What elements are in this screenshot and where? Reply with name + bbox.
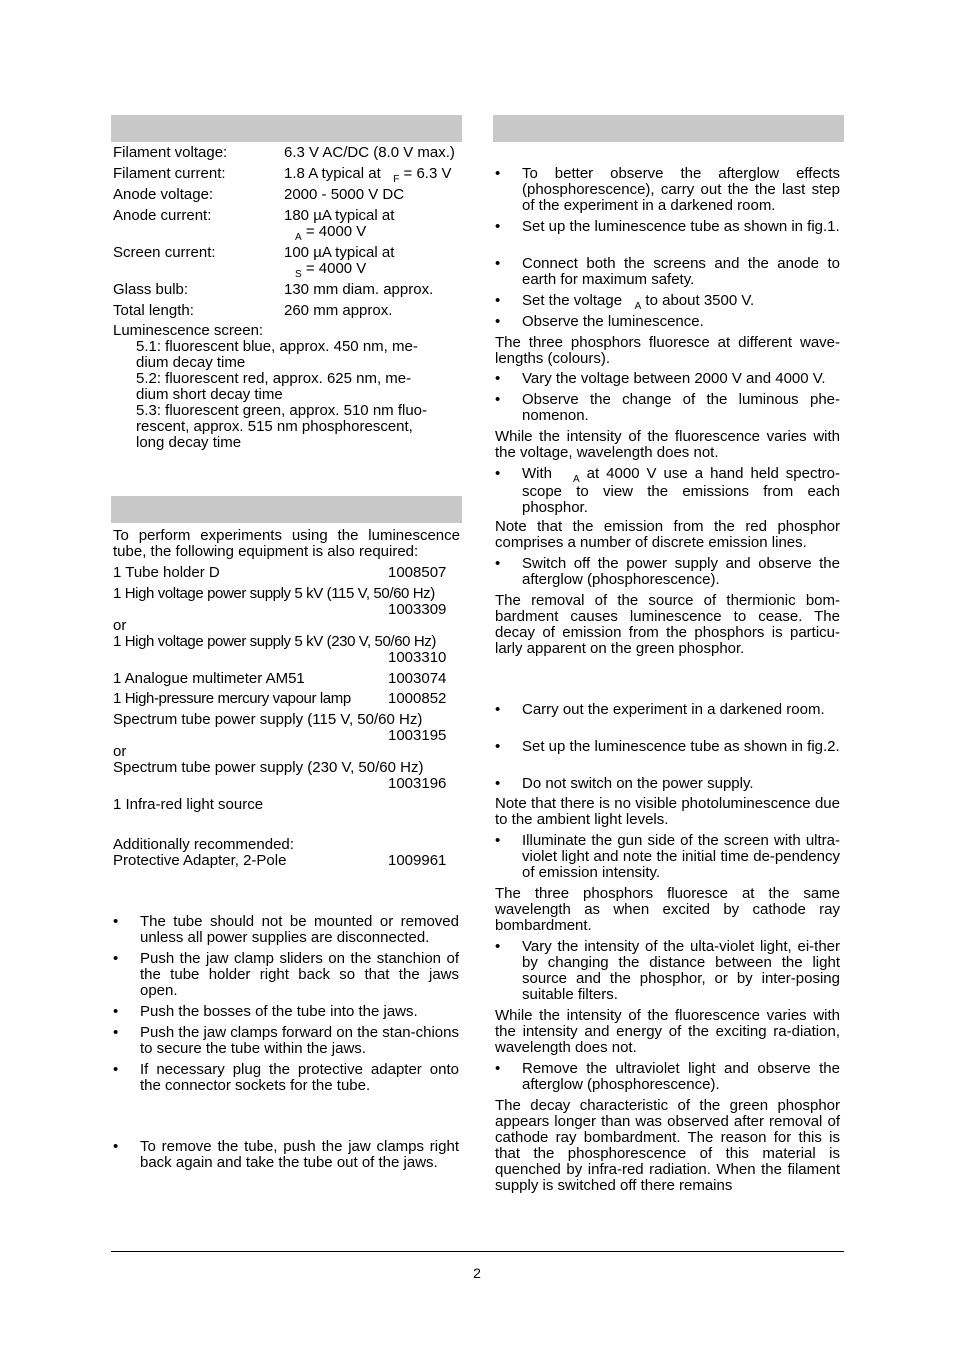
equip-number: 1000852 <box>388 690 447 707</box>
equip-item: 1 Analogue multimeter AM51 <box>113 670 305 687</box>
spec-label: Glass bulb: <box>113 281 189 298</box>
paragraph: The removal of the source of thermionic bom-bardment causes luminescence to cease. The decay of emission from the phosphors is particu-larly apparent on the green phosphor. <box>495 592 840 657</box>
spec-value: 6.3 V AC/DC (8.0 V max.) <box>284 144 455 161</box>
spec-value-cont: $_S$ = 4000 V <box>295 260 367 280</box>
lum-line: rescent, approx. 515 nm phosphorescent, <box>136 418 413 435</box>
list-item: • To better observe the afterglow effects (phosphorescence), carry out the the last step of the experiment in a darkened room. <box>522 166 840 214</box>
list-item: • Do not switch on the power supply. <box>522 776 754 792</box>
list-item: • Set up the luminescence tube as shown in fig.1. <box>522 219 840 235</box>
list-item: • Vary the voltage between 2000 V and 4000 V. <box>522 371 826 387</box>
list-item: • Push the jaw clamps forward on the stan-chions to secure the tube within the jaws. <box>140 1025 459 1057</box>
equip-number: 1008507 <box>388 564 447 581</box>
list-item: • To remove the tube, push the jaw clamps right back again and take the tube out of the jaws. <box>140 1139 459 1171</box>
spec-label: Filament voltage: <box>113 144 228 161</box>
spec-label: Anode voltage: <box>113 186 214 203</box>
equip-number: 1003196 <box>388 775 447 792</box>
list-item: • Vary the intensity of the ulta-violet light, ei-ther by changing the distance between the light source and the phosphor, or by inter-posing suitable filters. <box>522 939 840 1003</box>
paragraph: The three phosphors fluoresce at different wave-lengths (colours). <box>495 334 840 367</box>
lum-line: 5.2: fluorescent red, approx. 625 nm, me- <box>136 370 412 387</box>
spec-value-cont: $_A$ = 4000 V <box>295 223 367 243</box>
section-header-bar-specs <box>111 115 462 142</box>
page-number: 2 <box>473 1265 481 1281</box>
list-item: • Set the voltage $_A$ to about 3500 V. <box>522 293 754 311</box>
equip-item: Spectrum tube power supply (230 V, 50/60 Hz) <box>113 759 424 776</box>
list-item: • Carry out the experiment in a darkened room. <box>522 702 840 718</box>
spec-value: 180 µA typical at <box>284 207 395 224</box>
spec-label: Screen current: <box>113 244 216 261</box>
spec-label: Anode current: <box>113 207 212 224</box>
list-item: • Observe the luminescence. <box>522 314 704 330</box>
list-item: • With $_A$ at 4000 V use a hand held spectro-scope to view the emissions from each phosphor. <box>522 466 840 516</box>
paragraph: While the intensity of the fluorescence varies with the voltage, wavelength does not. <box>495 428 840 461</box>
list-item: • If necessary plug the protective adapter onto the connector sockets for the tube. <box>140 1062 459 1094</box>
list-item: • Illuminate the gun side of the screen with ultra-violet light and note the initial time de-pendency of emission intensity. <box>522 833 840 881</box>
list-item: • Set up the luminescence tube as shown in fig.2. <box>522 739 840 755</box>
paragraph: Note that there is no visible photoluminescence due to the ambient light levels. <box>495 795 840 828</box>
list-item: • Connect both the screens and the anode to earth for maximum safety. <box>522 256 840 288</box>
lum-line: 5.3: fluorescent green, approx. 510 nm fluo- <box>136 402 428 419</box>
section-header-bar-experiment <box>493 115 844 142</box>
equip-item: 1 High-pressure mercury vapour lamp <box>113 690 351 707</box>
footer-divider <box>111 1251 844 1252</box>
list-item: • Observe the change of the luminous phe-nomenon. <box>522 392 840 424</box>
spec-value: 2000 - 5000 V DC <box>284 186 405 203</box>
lum-line: long decay time <box>136 434 242 451</box>
equip-or: or <box>113 617 127 634</box>
lum-line: dium decay time <box>136 354 246 371</box>
equipment-intro: To perform experiments using the luminescence tube, the following equipment is also required: <box>113 527 460 560</box>
lum-line: dium short decay time <box>136 386 283 403</box>
lum-line: 5.1: fluorescent blue, approx. 450 nm, me- <box>136 338 418 355</box>
paragraph: While the intensity of the fluorescence varies with the intensity and energy of the exciting ra-diation, wavelength does not. <box>495 1007 840 1056</box>
equip-number: 1009961 <box>388 852 447 869</box>
spec-label: Filament current: <box>113 165 226 182</box>
list-item: • Push the jaw clamp sliders on the stanchion of the tube holder right back so that the jaws open. <box>140 951 459 999</box>
paragraph: Note that the emission from the red phosphor comprises a number of discrete emission lines. <box>495 518 840 551</box>
spec-value: 130 mm diam. approx. <box>284 281 434 298</box>
spec-value: 260 mm approx. <box>284 302 393 319</box>
section-header-bar-equipment <box>111 496 462 523</box>
equip-or: or <box>113 743 127 760</box>
list-item: • The tube should not be mounted or removed unless all power supplies are disconnected. <box>140 914 459 946</box>
equip-item: 1 High voltage power supply 5 kV (230 V, 50/60 Hz) <box>113 633 436 650</box>
equip-item: 1 High voltage power supply 5 kV (115 V, 50/60 Hz) <box>113 585 435 602</box>
list-item: • Push the bosses of the tube into the jaws. <box>140 1004 459 1020</box>
spec-label: Total length: <box>113 302 194 319</box>
list-item: • Remove the ultraviolet light and observe the afterglow (phosphorescence). <box>522 1061 840 1093</box>
additionally-label: Additionally recommended: <box>113 836 294 853</box>
paragraph: The three phosphors fluoresce at the same wavelength as when excited by cathode ray bombardment. <box>495 885 840 934</box>
equip-number: 1003074 <box>388 670 447 687</box>
equip-item: Protective Adapter, 2-Pole <box>113 852 287 869</box>
lum-screen-label: Luminescence screen: <box>113 322 264 339</box>
equip-item: Spectrum tube power supply (115 V, 50/60 Hz) <box>113 711 423 728</box>
equip-item: 1 Tube holder D <box>113 564 220 581</box>
list-item: • Switch off the power supply and observe the afterglow (phosphorescence). <box>522 556 840 588</box>
spec-value: 100 µA typical at <box>284 244 395 261</box>
paragraph: The decay characteristic of the green phosphor appears longer than was observed after removal of cathode ray bombardment. The reason for this is that the phosphorescence of this material is quenched by infra-red radiation. When the filament supply is switched off there remains <box>495 1097 840 1194</box>
equip-item: 1 Infra-red light source <box>113 796 264 813</box>
equip-number: 1003195 <box>388 727 447 744</box>
equip-number: 1003309 <box>388 601 447 618</box>
spec-value: 1.8 A typical at $_F$ = 6.3 V <box>284 165 452 185</box>
equip-number: 1003310 <box>388 649 447 666</box>
